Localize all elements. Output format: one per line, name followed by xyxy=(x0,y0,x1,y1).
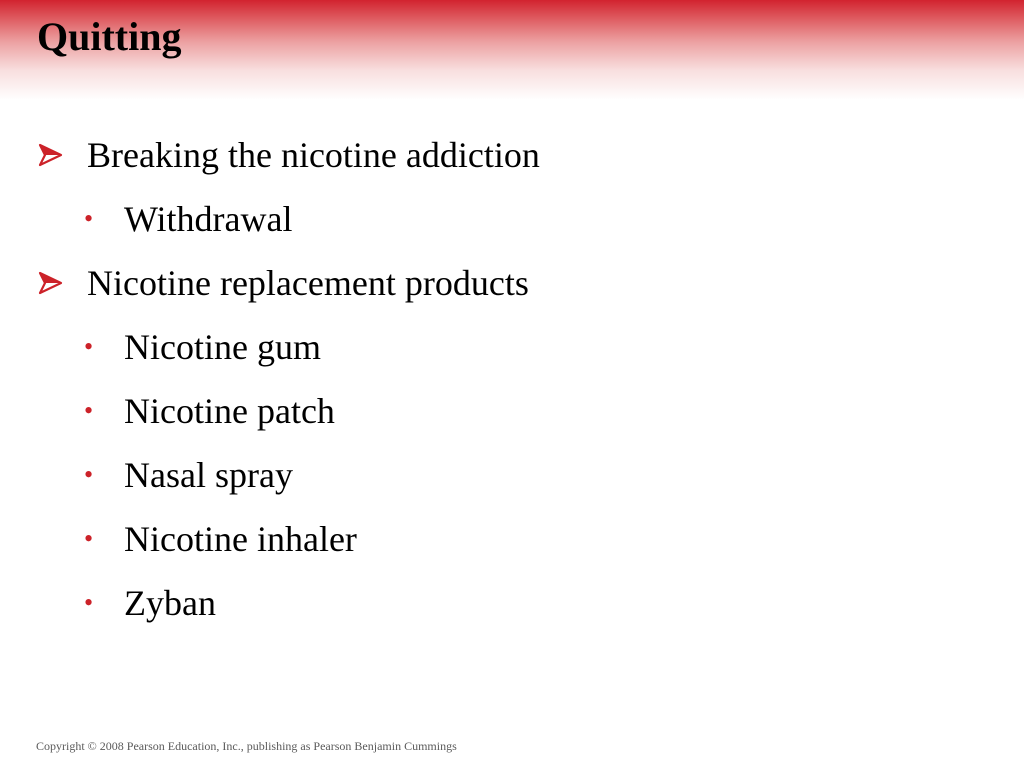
dot-bullet-icon: • xyxy=(84,524,94,553)
copyright-footer: Copyright © 2008 Pearson Education, Inc., publishing as Pearson Benjamin Cummings xyxy=(36,739,457,753)
arrow-bullet-icon xyxy=(37,259,87,307)
bullet-text: Breaking the nicotine addiction xyxy=(87,135,540,175)
bullet-text: Nicotine inhaler xyxy=(124,519,357,559)
bullet-text: Zyban xyxy=(124,583,216,623)
bullet-text: Nicotine gum xyxy=(124,327,321,367)
bullet-item-level1 xyxy=(37,131,540,179)
dot-bullet-icon: • xyxy=(84,332,94,361)
dot-bullet-icon: • xyxy=(84,588,94,617)
bullet-item-level2 xyxy=(84,195,293,243)
bullet-text: Nasal spray xyxy=(124,455,293,495)
bullet-text: Nicotine patch xyxy=(124,391,335,431)
dot-bullet-icon: • xyxy=(84,460,94,489)
bullet-item-level2 xyxy=(84,387,335,435)
dot-bullet-icon: • xyxy=(84,204,94,233)
arrow-bullet-icon xyxy=(37,131,87,179)
bullet-text: Withdrawal xyxy=(124,199,293,239)
slide-title: Quitting xyxy=(37,14,182,59)
bullet-text: Nicotine replacement products xyxy=(87,263,529,303)
bullet-item-level1 xyxy=(37,259,529,307)
bullet-item-level2 xyxy=(84,579,216,627)
bullet-item-level2 xyxy=(84,515,357,563)
bullet-item-level2 xyxy=(84,323,321,371)
dot-bullet-icon: • xyxy=(84,396,94,425)
bullet-item-level2 xyxy=(84,451,293,499)
